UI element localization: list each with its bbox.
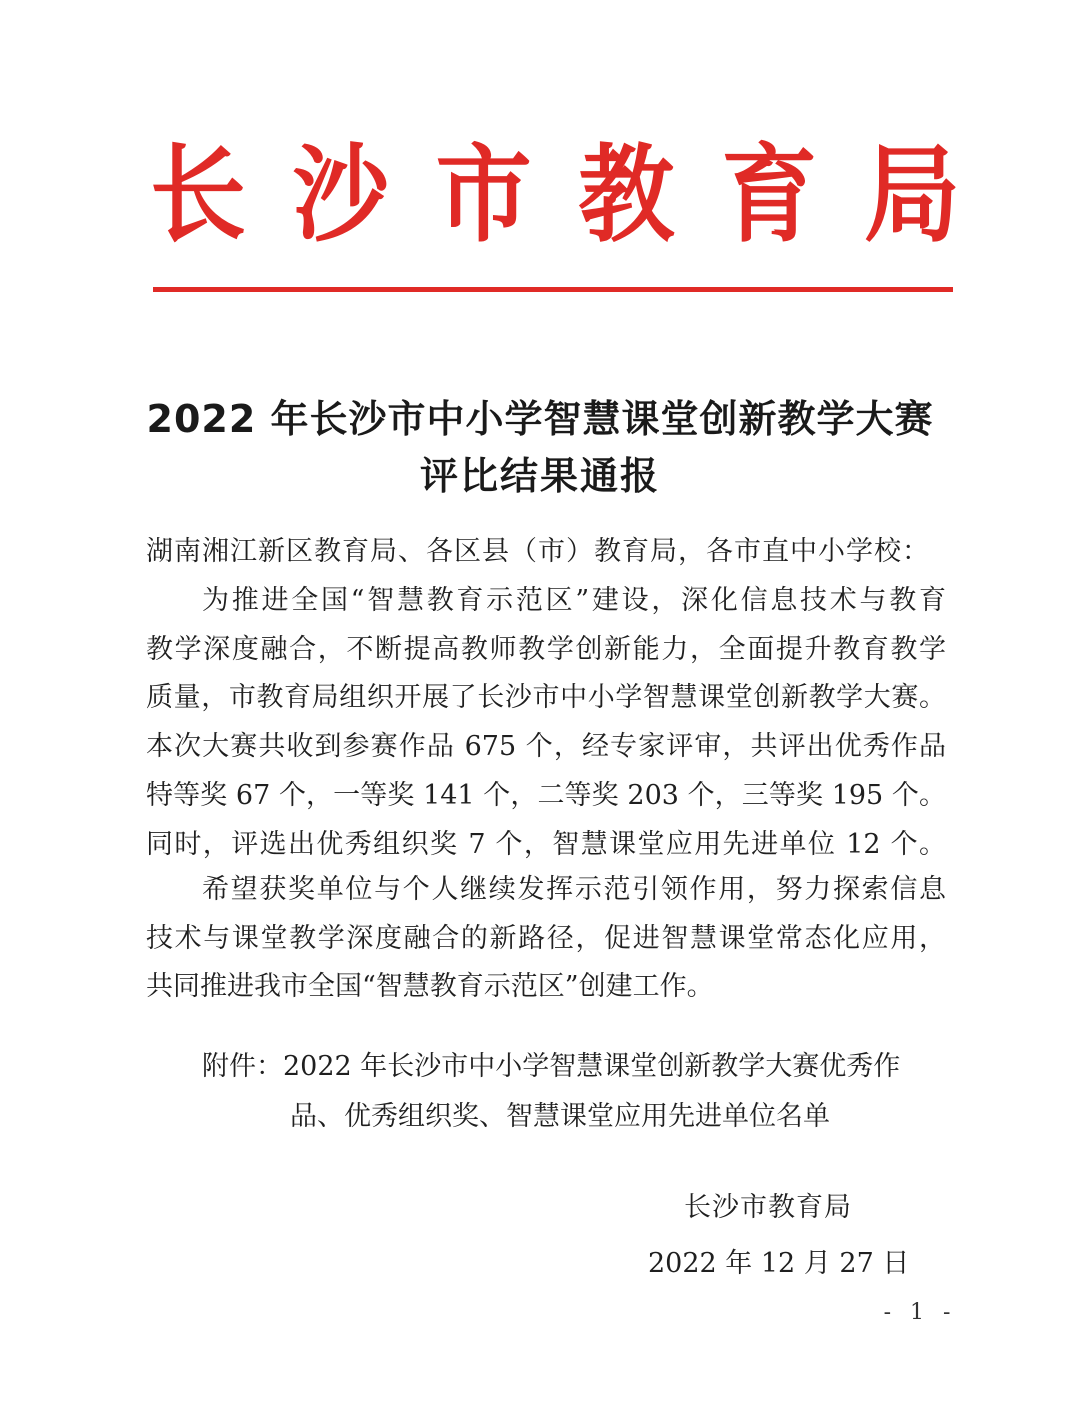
paragraph-line: 技术与课堂教学深度融合的新路径，促进智慧课堂常态化应用，	[146, 922, 946, 954]
paragraph-line: 希望获奖单位与个人继续发挥示范引领作用，努力探索信息	[202, 874, 946, 905]
paragraph-line: 共同推进我市全国“智慧教育示范区”创建工作。	[146, 971, 714, 1003]
paragraph-line: 特等奖 67 个，一等奖 141 个，二等奖 203 个，三等奖 195 个。	[146, 779, 946, 811]
paragraph-line: 同时，评选出优秀组织奖 7 个，智慧课堂应用先进单位 12 个。	[146, 828, 946, 860]
header-char: 市	[435, 132, 532, 257]
paragraph-line: 为推进全国“智慧教育示范区”建设，深化信息技术与教育	[202, 585, 946, 616]
header-char: 育	[721, 132, 818, 257]
document-title-line-1: 2022 年长沙市中小学智慧课堂创新教学大赛	[146, 397, 934, 441]
signature-organization: 长沙市教育局	[684, 1192, 852, 1223]
header-divider	[153, 287, 953, 292]
signature-date: 2022 年 12 月 27 日	[648, 1248, 910, 1279]
header-char: 沙	[292, 132, 389, 257]
paragraph-line: 本次大赛共收到参赛作品 675 个，经专家评审，共评出优秀作品	[146, 731, 946, 763]
signature-block	[640, 1180, 910, 1292]
body-paragraph-1	[146, 577, 946, 869]
issuer-header	[150, 130, 960, 260]
attachment-line: 品、优秀组织奖、智慧课堂应用先进单位名单	[290, 1101, 830, 1132]
paragraph-line: 质量，市教育局组织开展了长沙市中小学智慧课堂创新教学大赛。	[146, 682, 946, 714]
attachment-line: 附件：2022 年长沙市中小学智慧课堂创新教学大赛优秀作	[202, 1051, 901, 1082]
salutation: 湖南湘江新区教育局、各区县（市）教育局，各市直中小学校：	[146, 536, 930, 567]
header-char: 教	[578, 132, 675, 257]
paragraph-line: 教学深度融合，不断提高教师教学创新能力，全面提升教育教学	[146, 633, 946, 665]
header-char: 长	[150, 132, 246, 257]
page-number: - 1 -	[883, 1300, 957, 1325]
attachment-note	[202, 1042, 942, 1142]
body-paragraph-2	[146, 866, 946, 1012]
header-char: 局	[863, 132, 960, 257]
document-title-line-2: 评比结果通报	[419, 454, 660, 498]
